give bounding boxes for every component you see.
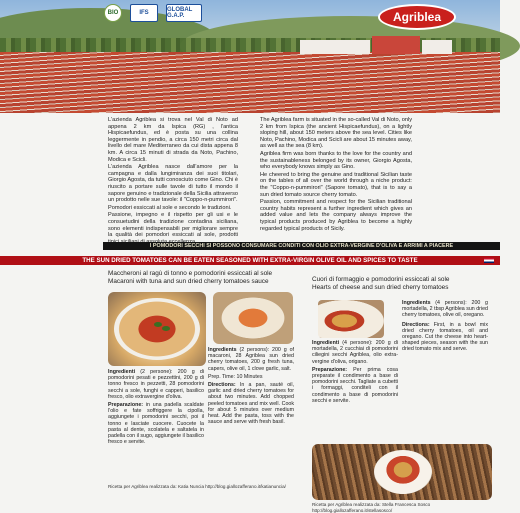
basil-leaf: [162, 326, 170, 331]
intro-en-p4: Passion, commitment and respect for the Sicilian traditional country habits represent a further ingredient which gives an added value and lets the company always improve the typical products produced by Agriblea to become a highly regarded typical products of Sicily.: [260, 199, 412, 232]
recipe1-title-en: Macaroni with tuna and sun dried cherry tomatoes sauce: [108, 277, 269, 285]
recipe1-prep-time: Prep. Time: 10 Minutes: [208, 373, 263, 380]
intro-en-p1: The Agriblea farm is situated in the so-called Val di Noto, only 2 km from Ispica (the ancient Hispicaefundus), on a lightly sloping hill, about 150 meters above the sea level. Cities like Noto, Pachino, Modica and Scicli are about 15 minutes away, as well as the sea (8 km).: [260, 117, 412, 150]
uk-flag-icon: [484, 258, 494, 263]
recipe2-credit: Ricetta per Agriblea realizzata da: Stella Francesca Sosco http://blog.giallozafferano.it/stellasosco/: [312, 502, 431, 513]
recipe2-ingredients-text: (4 persons): 200 g mortadella, 2 tbsp Agriblea sun dried cherry tomatoes, olive oil, oregano.: [402, 300, 488, 319]
recipe2-italian-text: [312, 340, 398, 404]
recipe1-ingredienti-label: Ingredienti: [108, 369, 136, 375]
recipe1-italian-text: [108, 369, 204, 445]
farm-building: [372, 36, 420, 54]
intro-it-p1: L'azienda Agriblea si trova nel Val di Noto ad appena 2 km da Ispica (RG) , l'antica Hispicaefundus, ed è posta su una collina leggermente in pendio, a circa 150 metri circa dal livello del mare Mediterraneo da cui dista appena 8 km. A circa 15 minuti di strada da Noto, Pachino, Modica e Scicli.: [108, 117, 238, 163]
recipe2-directions-label: Directions:: [402, 321, 430, 328]
intro-italian: [0, 114, 250, 254]
header-photo: [0, 0, 500, 113]
recipes-section: [0, 268, 500, 513]
recipe2-ingredienti-text: (4 persone): 200 g di mortadella, 2 cucchiai di pomodorini ciliegini secchi Agriblea, olio extra-vergine d'oliva, origano.: [312, 340, 398, 365]
banner-english-text: THE SUN DRIED TOMATOES CAN BE EATEN SEASONED WITH EXTRA-VIRGIN OLIVE OIL AND SPICES TO TASTE: [82, 257, 418, 264]
brand-logo: Agriblea: [378, 4, 456, 30]
certifications: [104, 4, 202, 22]
bowl: [374, 450, 432, 494]
recipe2-title-it: Cuori di formaggio e pomodorini essiccati al sole: [312, 276, 450, 283]
recipe1-title: [108, 270, 283, 285]
recipe1-title-it: Maccheroni al ragù di tonno e pomodorini essiccati al sole: [108, 270, 273, 277]
recipe2-title: [312, 276, 487, 291]
pasta-closeup-photo: [213, 292, 293, 344]
plate: [114, 298, 200, 360]
recipe2-english-text: [402, 300, 488, 353]
recipe1-preparazione-label: Preparazione:: [108, 402, 144, 409]
cheese-hearts-photo: [318, 300, 384, 338]
recipe2-preparazione-text: Per prima cosa preparate il condimento a base di pomodorini secchi. Tagliate a cubetti i formaggi, conditeli con il condimento a base di pomodorini secchi e servite.: [312, 366, 398, 404]
farm-building: [300, 40, 370, 54]
recipe1-ingredients-text: (2 persons): 200 g of macaroni, 28 Agriblea sun dried cherry tomatoes, 200 g fresh tuna, capers, olive oil, 1 clove garlic, salt.: [208, 347, 294, 372]
recipe2-ingredients-label: Ingredients: [402, 300, 431, 306]
recipe1-directions-text: In a pan, sauté oil, garlic and dried cherry tomatoes for about two minutes. Add chopped peeled tomatoes and mix well. Cook for about 5 minutes over medium heat. Add the pasta, toss with the sauce and serve with fresh basil.: [208, 382, 294, 426]
recipe2-ingredienti-label: Ingredienti: [312, 340, 340, 346]
intro-english: [250, 114, 500, 254]
intro-it-p2: L'azienda Agriblea nasce dall'amore per la campagna e dalla lungimiranza dei suoi titolari, Giorgio Agosta, da tutti conosciuto come Gino. Chi è riuscito a portare sulle tavole di tutto il mondo il sapore genuino e tradizionale della Sicilia attraverso un prodotto nelle sue tavole: il "Coppo-n-pummirori".: [108, 164, 238, 204]
recipe2-directions-text: First, in a bowl mix dried cherry tomatoes, oil and oregano. Cut the cheese into heart-shaped pieces, season with the sun dried tomato mix and serve.: [402, 321, 488, 353]
recipe1-ingredienti-text: (2 persone): 200 g di pomodorini pesati e pezzettini, 200 g di tonno fresco in pezzetti, 28 pomodorini secchi a sole, funghi e capperi, basilico fresco, olio extravergine d'oliva.: [108, 369, 204, 400]
recipe1-english-text: [208, 347, 294, 425]
drying-field: [0, 52, 500, 113]
recipe2-preparazione-label: Preparazione:: [312, 366, 348, 373]
farm-building: [422, 40, 452, 54]
intro-it-p3: Pomodori essiccati al sole e secondo le tradizioni.: [108, 204, 232, 211]
cheese-bowl-photo: [312, 444, 492, 500]
banner-english: [0, 256, 500, 265]
banner-italian: I POMODORI SECCHI SI POSSONO CONSUMARE CONDITI CON OLIO EXTRA-VERGINE D'OLIVA E ARRIMI A PIACERE: [103, 242, 500, 250]
intro-it-p4: Passione, impegno e il rispetto per gli usi e le consuetudini della tradizione contadina siciliana, sono elementi indispensabili per migliorare sempre la qualità dei pomodori essiccati al sole, prodotti: [108, 212, 238, 239]
cert-badge-globalgap: GLOBAL G.A.P.: [166, 4, 202, 22]
intro-section: [0, 114, 500, 254]
pasta-photo: [108, 292, 206, 366]
cert-badge-ifs: IFS: [130, 4, 158, 22]
cert-badge-bio: BIO: [104, 4, 122, 22]
basil-leaf: [154, 322, 162, 327]
intro-en-p2: Agriblea firm was born thanks to the love for the country and the sustainableness belonged by its owner, Giorgio Agosta, who everybody knows simply as Gino.: [260, 150, 412, 171]
intro-en-p3: He cheered to bring the genuine and traditional Sicilian taste on the tables of all over the world through a niche product: the "Coppo-n-pummirori" (Sapore tomato), that is to say a sun dried tomato source cherry tomato.: [260, 171, 412, 198]
recipe1-directions-label: Directions:: [208, 382, 236, 389]
recipe2-title-en: Hearts of cheese and sun dried cherry tomatoes: [312, 283, 449, 291]
recipe1-ingredients-label: Ingredients: [208, 347, 237, 353]
recipe1-credit: Ricetta per Agriblea realizzata da: Katia Nuncia http://blog.giallozafferano.it/katianuncia/: [108, 484, 286, 489]
recipe1-preparazione-text: in una padella scaldate l'olio e fate soffriggere la cipolla, aggiungete i pomodorini secchi, poi il tonno e lasciate cuocere. Cuocete la pasta al dente, scolatela e saltatela in padella con il sugo, aggiungete il basilico fresco e servite.: [108, 402, 204, 446]
